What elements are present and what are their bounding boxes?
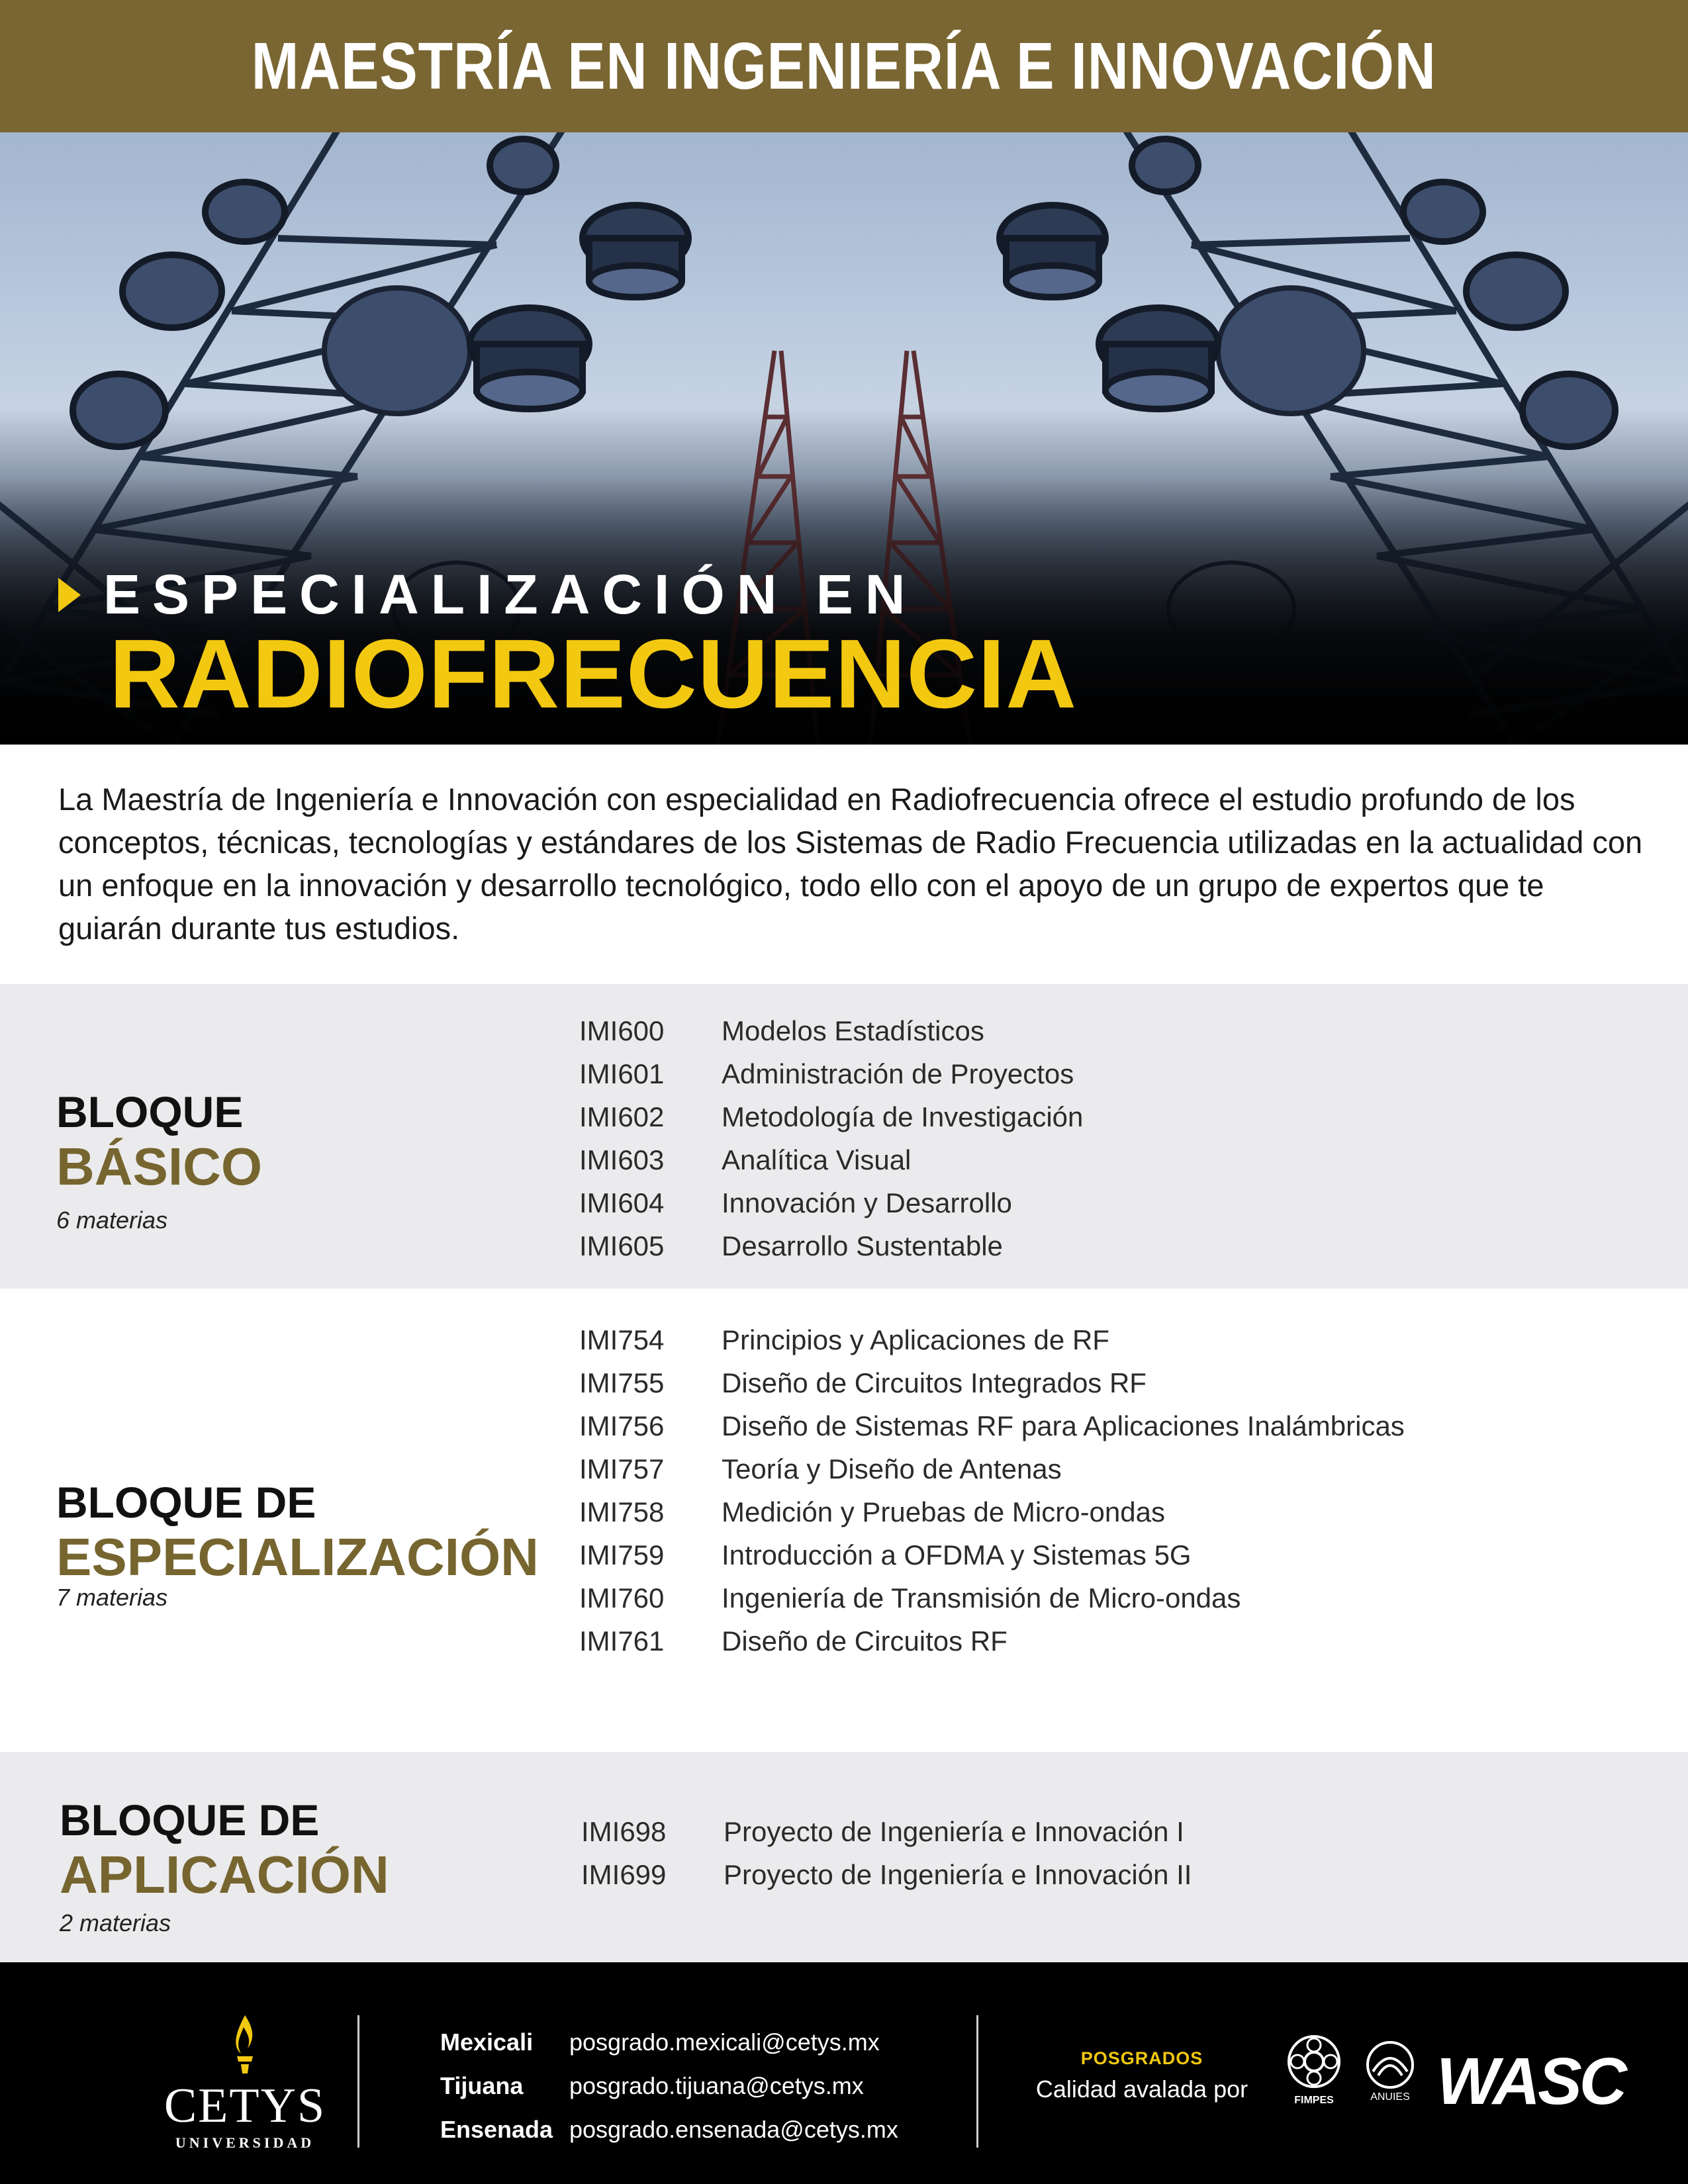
course-name: Introducción a OFDMA y Sistemas 5G: [722, 1539, 1192, 1570]
block-course-count: 6 materias: [56, 1206, 168, 1234]
course-code: IMI761: [579, 1625, 665, 1657]
course-list: [579, 1009, 1083, 1267]
hero-subtitle: [58, 563, 917, 627]
course-item: [579, 1318, 1405, 1361]
contact-row: [440, 2064, 898, 2108]
course-item: [579, 1181, 1083, 1224]
course-code: IMI758: [579, 1496, 665, 1527]
course-item: [581, 1853, 1192, 1896]
course-name: Principios y Aplicaciones de RF: [722, 1324, 1109, 1355]
contact-city: Mexicali: [440, 2028, 534, 2056]
course-item: [579, 1490, 1405, 1533]
course-code: IMI756: [579, 1410, 665, 1441]
divider: [357, 2015, 359, 2148]
intro-paragraph: La Maestría de Ingeniería e Innovación con especialidad en Radiofrecuencia ofrece el estudio profundo de los conceptos, técnicas, tecnologías y estándares de los Sistemas de Radio Frecuencia utilizadas en la actualidad con un enfoque en la innovación y desarrollo tecnológico, todo ello con el apoyo de un grupo de expertos que te guiarán durante tus estudios.: [58, 782, 1643, 946]
contact-email[interactable]: posgrado.mexicali@cetys.mx: [569, 2028, 880, 2056]
block-aplicacion: [0, 1752, 1688, 1962]
course-item: [579, 1361, 1405, 1404]
course-code: IMI600: [579, 1015, 665, 1046]
course-name: Proyecto de Ingeniería e Innovación I: [724, 1816, 1184, 1847]
logo-brand: CETYS: [164, 2079, 326, 2133]
block-title-line2: ESPECIALIZACIÓN: [56, 1527, 539, 1586]
contact-city: Tijuana: [440, 2072, 524, 2099]
course-name: Innovación y Desarrollo: [722, 1187, 1012, 1218]
course-item: [579, 1619, 1405, 1662]
contact-row: [440, 2021, 898, 2064]
course-name: Diseño de Circuitos RF: [722, 1625, 1008, 1657]
program-title: MAESTRÍA EN INGENIERÍA E INNOVACIÓN: [251, 28, 1437, 103]
course-code: IMI604: [579, 1187, 665, 1218]
block-title: [60, 1798, 389, 1937]
course-name: Medición y Pruebas de Micro-ondas: [722, 1496, 1165, 1527]
logo-subtitle: UNIVERSIDAD: [175, 2134, 315, 2151]
block-title-line1: BLOQUE DE: [60, 1796, 320, 1844]
course-item: [579, 1576, 1405, 1619]
wasc-logo: WASC: [1436, 2044, 1624, 2118]
course-name: Administración de Proyectos: [722, 1058, 1074, 1089]
block-title: [56, 1087, 263, 1234]
block-course-count: 7 materias: [56, 1584, 168, 1611]
course-code: IMI754: [579, 1324, 665, 1355]
quality-text: Calidad avalada por: [1035, 2075, 1248, 2103]
course-list: [579, 1318, 1405, 1662]
course-name: Diseño de Sistemas RF para Aplicaciones Inalámbricas: [722, 1410, 1405, 1441]
hero-subtitle-text: ESPECIALIZACIÓN EN: [103, 563, 917, 625]
course-item: [579, 1009, 1083, 1052]
course-code: IMI760: [579, 1582, 665, 1614]
course-item: [579, 1533, 1405, 1576]
course-code: IMI757: [579, 1453, 665, 1484]
block-title-line1: BLOQUE DE: [56, 1478, 316, 1527]
course-name: Metodología de Investigación: [722, 1101, 1084, 1132]
block-title: [56, 1480, 539, 1612]
course-item: [579, 1095, 1083, 1138]
course-code: IMI755: [579, 1367, 665, 1398]
course-code: IMI605: [579, 1230, 665, 1261]
course-name: Teoría y Diseño de Antenas: [722, 1453, 1062, 1484]
course-name: Diseño de Circuitos Integrados RF: [722, 1367, 1147, 1398]
contact-row: [440, 2108, 898, 2152]
course-code: IMI602: [579, 1101, 665, 1132]
anuies-label: ANUIES: [1370, 2091, 1410, 2103]
course-list: [581, 1810, 1192, 1896]
course-name: Modelos Estadísticos: [722, 1015, 984, 1046]
block-especializacion: [0, 1289, 1688, 1752]
course-item: [581, 1810, 1192, 1853]
course-code: IMI603: [579, 1144, 665, 1175]
contact-city: Ensenada: [440, 2116, 553, 2143]
course-code: IMI699: [581, 1859, 667, 1890]
course-code: IMI759: [579, 1539, 665, 1570]
contact-email[interactable]: posgrado.ensenada@cetys.mx: [569, 2116, 898, 2143]
cetys-logo: [159, 2015, 331, 2151]
footer: [0, 1962, 1688, 2184]
block-title-line2: BÁSICO: [56, 1137, 263, 1196]
block-course-count: 2 materias: [60, 1909, 171, 1936]
course-code: IMI698: [581, 1816, 667, 1847]
course-item: [579, 1447, 1405, 1490]
block-basico: [0, 984, 1688, 1289]
contact-email[interactable]: posgrado.tijuana@cetys.mx: [569, 2072, 864, 2099]
fimpes-logo-icon: [1281, 2032, 1347, 2105]
hero-image: [0, 132, 1688, 745]
course-name: Proyecto de Ingeniería e Innovación II: [724, 1859, 1192, 1890]
posgrados-label: POSGRADOS: [1080, 2048, 1203, 2068]
course-name: Desarrollo Sustentable: [722, 1230, 1003, 1261]
contact-list: [440, 2021, 898, 2152]
fimpes-label: FIMPES: [1294, 2095, 1334, 2106]
block-title-line2: APLICACIÓN: [60, 1845, 389, 1904]
course-item: [579, 1224, 1083, 1267]
course-name: Analítica Visual: [722, 1144, 912, 1175]
divider: [976, 2015, 978, 2148]
course-name: Ingeniería de Transmisión de Micro-ondas: [722, 1582, 1241, 1614]
play-triangle-icon: [58, 578, 81, 612]
block-title-line1: BLOQUE: [56, 1087, 244, 1136]
posgrados-quality: [1016, 2048, 1268, 2103]
course-item: [579, 1138, 1083, 1181]
top-banner: [0, 0, 1688, 132]
course-item: [579, 1404, 1405, 1447]
course-item: [579, 1052, 1083, 1095]
hero-title: RADIOFRECUENCIA: [109, 619, 1078, 729]
course-code: IMI601: [579, 1058, 665, 1089]
flame-icon: [233, 2015, 257, 2075]
